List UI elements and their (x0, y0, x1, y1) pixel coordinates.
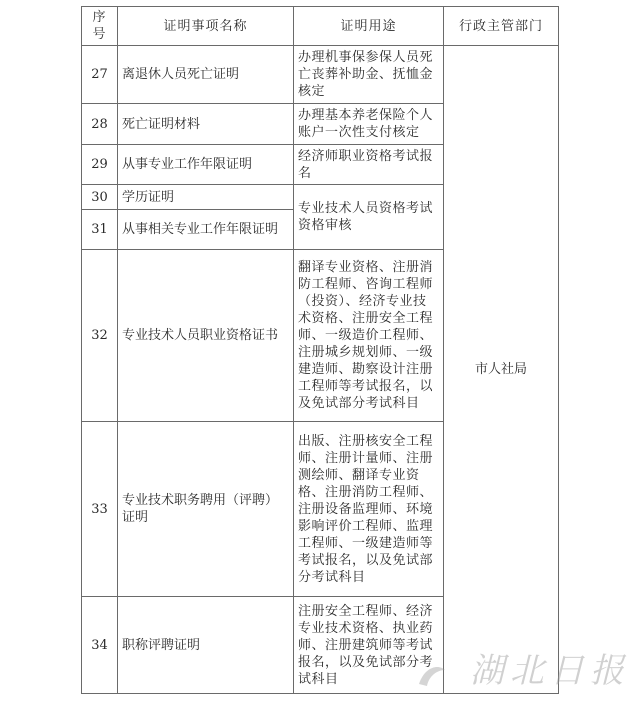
row-no: 32 (82, 250, 118, 422)
row-name: 从事专业工作年限证明 (118, 145, 294, 185)
watermark-text: 湖北日报 (470, 651, 630, 691)
row-name: 职称评聘证明 (118, 597, 294, 694)
row-no: 30 (82, 185, 118, 210)
row-no: 33 (82, 422, 118, 597)
header-name: 证明事项名称 (118, 7, 294, 46)
row-name: 死亡证明材料 (118, 104, 294, 145)
row-no: 31 (82, 210, 118, 250)
header-use: 证明用途 (294, 7, 444, 46)
watermark-logo-icon (415, 660, 449, 690)
row-use: 翻译专业资格、注册消防工程师、咨询工程师（投资）、经济专业技术资格、注册安全工程师、一级造价工程师、注册城乡规划师、一级建造师、勘察设计注册工程师等考试报名，以及免试部分考试科目 (294, 250, 444, 422)
header-dept: 行政主管部门 (444, 7, 559, 46)
row-no: 27 (82, 46, 118, 104)
row-name: 从事相关专业工作年限证明 (118, 210, 294, 250)
table-row (82, 46, 559, 104)
row-use: 办理机事保参保人员死亡丧葬补助金、抚恤金核定 (294, 46, 444, 104)
row-no: 29 (82, 145, 118, 185)
header-no: 序号 (82, 7, 118, 46)
dept-cell: 市人社局 (444, 46, 559, 694)
row-name: 专业技术职务聘用（评聘）证明 (118, 422, 294, 597)
row-name: 学历证明 (118, 185, 294, 210)
certification-table (81, 6, 559, 694)
row-use: 注册安全工程师、经济专业技术资格、执业药师、注册建筑师等考试报名，以及免试部分考试科目 (294, 597, 444, 694)
row-no: 28 (82, 104, 118, 145)
header-row (82, 7, 559, 46)
row-use: 出版、注册核安全工程师、注册计量师、注册测绘师、翻译专业资格、注册消防工程师、注册设备监理师、环境影响评价工程师、监理工程师、一级建造师等考试报名，以及免试部分考试科目 (294, 422, 444, 597)
row-use: 经济师职业资格考试报名 (294, 145, 444, 185)
row-no: 34 (82, 597, 118, 694)
row-name: 离退休人员死亡证明 (118, 46, 294, 104)
row-use: 办理基本养老保险个人账户一次性支付核定 (294, 104, 444, 145)
row-name: 专业技术人员职业资格证书 (118, 250, 294, 422)
row-use-merged: 专业技术人员资格考试资格审核 (294, 185, 444, 250)
